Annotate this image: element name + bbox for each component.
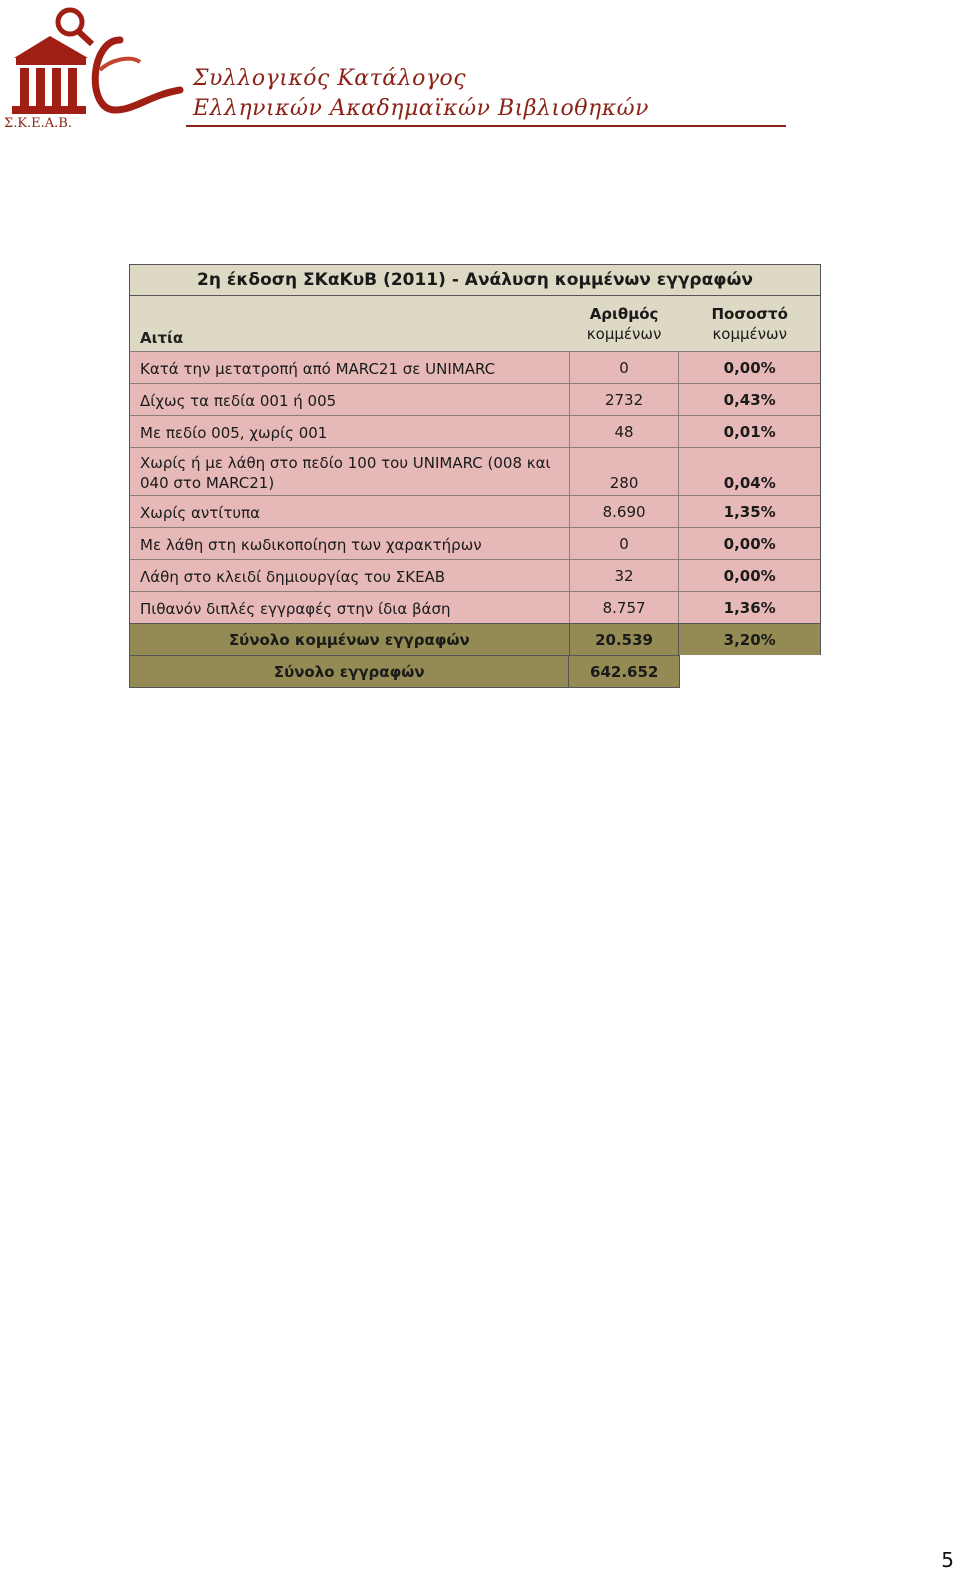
- column-header-reason: Αιτία: [140, 329, 184, 347]
- total-records-row: [129, 655, 680, 688]
- brand-title-line1: Συλλογικός Κατάλογος: [193, 66, 467, 91]
- row-count: 8.690: [569, 496, 680, 527]
- total-records-count: 642.652: [568, 656, 679, 687]
- row-pct: 0,04%: [723, 474, 776, 492]
- row-pct: 1,35%: [723, 502, 776, 521]
- row-count: 0: [569, 352, 680, 383]
- table-row: [129, 591, 821, 623]
- row-count: 2732: [569, 384, 680, 415]
- row-count: 8.757: [569, 592, 680, 623]
- page-header: [0, 0, 790, 135]
- table-row: [129, 495, 821, 527]
- row-pct: 0,01%: [723, 422, 776, 441]
- cut-records-table: [129, 264, 821, 688]
- table-row: [129, 447, 821, 495]
- row-count: 48: [569, 416, 680, 447]
- table-row: [129, 383, 821, 415]
- row-reason: Λάθη στο κλειδί δημιουργίας του ΣΚΕΑΒ: [140, 567, 446, 586]
- table-header-row: [129, 296, 821, 351]
- row-reason: Με πεδίο 005, χωρίς 001: [140, 423, 328, 442]
- table-title: 2η έκδοση ΣΚαΚυΒ (2011) - Ανάλυση κομμένων εγγραφών: [129, 264, 821, 296]
- row-reason: Χωρίς αντίτυπα: [140, 503, 261, 522]
- row-pct: 0,00%: [723, 566, 776, 585]
- row-pct: 1,36%: [723, 598, 776, 617]
- brand-title-line2: Ελληνικών Ακαδημαϊκών Βιβλιοθηκών: [193, 96, 649, 121]
- row-reason: Δίχως τα πεδία 001 ή 005: [140, 391, 337, 410]
- row-count: 280: [569, 448, 680, 495]
- total-cut-count: 20.539: [569, 624, 680, 655]
- skeab-logo-icon: [0, 0, 190, 135]
- table-row: [129, 351, 821, 383]
- column-header-count-line1: Αριθμός: [589, 304, 659, 323]
- row-reason: Χωρίς ή με λάθη στο πεδίο 100 του UNIMARC (008 και 040 στο MARC21): [140, 453, 551, 492]
- row-reason: Με λάθη στη κωδικοποίηση των χαρακτήρων: [140, 535, 482, 554]
- column-header-pct: [679, 296, 820, 351]
- row-count: 0: [569, 528, 680, 559]
- total-records-label: Σύνολο εγγραφών: [273, 662, 425, 681]
- table-row: [129, 415, 821, 447]
- row-pct: 0,00%: [723, 358, 776, 377]
- row-reason: Πιθανόν διπλές εγγραφές στην ίδια βάση: [140, 599, 451, 618]
- table-row: [129, 527, 821, 559]
- logo-caption: Σ.Κ.Ε.Α.Β.: [4, 116, 72, 131]
- row-reason: Κατά την μετατροπή από MARC21 σε UNIMARC: [140, 359, 496, 378]
- row-pct: 0,00%: [723, 534, 776, 553]
- table-row: [129, 559, 821, 591]
- page-number: 5: [941, 1548, 954, 1572]
- total-cut-row: [129, 623, 821, 655]
- column-header-pct-line1: Ποσοστό: [711, 304, 788, 323]
- total-cut-label: Σύνολο κομμένων εγγραφών: [228, 630, 470, 649]
- column-header-pct-line2: κομμένων: [712, 324, 787, 343]
- column-header-count: [569, 296, 680, 351]
- row-count: 32: [569, 560, 680, 591]
- column-header-count-line2: κομμένων: [586, 324, 662, 343]
- row-pct: 0,43%: [723, 390, 776, 409]
- header-rule: [186, 125, 786, 127]
- total-cut-pct: 3,20%: [723, 630, 776, 649]
